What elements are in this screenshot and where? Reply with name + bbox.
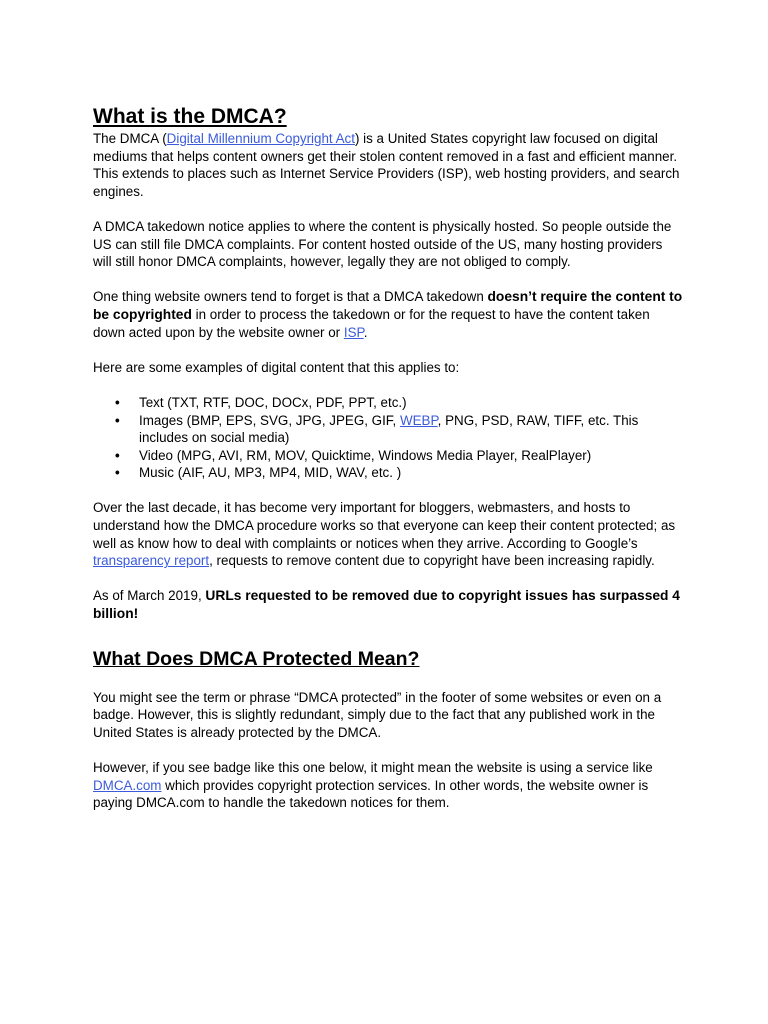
paragraph-dmca-badge bbox=[93, 759, 683, 812]
paragraph-copyright-not-required bbox=[93, 288, 683, 341]
bullet-icon: • bbox=[115, 465, 120, 481]
heading-what-is-dmca: What is the DMCA? bbox=[93, 105, 287, 128]
document-page bbox=[93, 104, 683, 829]
bold-text: URLs requested to be removed due to copyright issues has surpassed 4 billion! bbox=[93, 588, 680, 622]
bullet-icon: • bbox=[115, 394, 120, 410]
text-segment: ) is a United States copyright law focused on digital mediums that helps content owners get their stolen content removed in a fast and efficient manner. This extends to places such as Internet Service Providers (ISP), web hosting providers, and search engines. bbox=[93, 131, 680, 199]
list-item-label: , PNG, PSD, RAW, TIFF, etc. This includes on social media) bbox=[139, 412, 639, 446]
text-segment: As of March 2019, bbox=[93, 588, 206, 604]
text-segment: in order to process the takedown or for the request to have the content taken down acted upon by the website owner or bbox=[93, 306, 650, 340]
paragraph-examples-intro: Here are some examples of digital content that this applies to: bbox=[93, 359, 460, 375]
paragraph-dmca-definition bbox=[93, 130, 683, 200]
bold-text: doesn’t require the content to be copyrighted bbox=[93, 289, 683, 322]
paragraph-last-decade bbox=[93, 499, 683, 569]
paragraph-dmca-protected-phrase: You might see the term or phrase “DMCA protected” in the footer of some websites or even on a badge. However, this is slightly redundant, simply due to the fact that any published work in the United States is already protected by the DMCA. bbox=[93, 689, 662, 740]
text-segment: One thing website owners tend to forget is that a DMCA takedown bbox=[93, 289, 488, 305]
heading-dmca-protected: What Does DMCA Protected Mean? bbox=[93, 647, 420, 670]
text-segment: , requests to remove content due to copyright have been increasing rapidly. bbox=[209, 553, 655, 569]
bullet-icon: • bbox=[115, 447, 120, 463]
bullet-icon: • bbox=[115, 412, 120, 428]
list-item-label: Text (TXT, RTF, DOC, DOCx, PDF, PPT, etc.) bbox=[139, 394, 407, 410]
list-item-text bbox=[115, 394, 683, 412]
text-segment: which provides copyright protection services. In other words, the website owner is paying DMCA.com to handle the takedown notices for them. bbox=[93, 777, 649, 811]
text-segment: Over the last decade, it has become very important for bloggers, webmasters, and hosts to understand how the DMCA procedure works so that everyone can keep their content protected; as well as know how to deal with complaints or notices when they arrive. According to Google’s bbox=[93, 500, 676, 551]
content-types-list bbox=[93, 394, 683, 482]
paragraph-march-2019 bbox=[93, 587, 683, 622]
list-item-music bbox=[115, 464, 683, 482]
paragraph-takedown-notice: A DMCA takedown notice applies to where the content is physically hosted. So people outside the US can still file DMCA complaints. For content hosted outside of the US, many hosting providers will still honor DMCA complaints, however, legally they are not obliged to comply. bbox=[93, 218, 672, 270]
text-segment: . bbox=[363, 324, 368, 340]
list-item-label: Video (MPG, AVI, RM, MOV, Quicktime, Windows Media Player, RealPlayer) bbox=[139, 447, 592, 463]
link-transparency-report[interactable]: transparency report bbox=[93, 553, 210, 569]
list-item-label: Music (AIF, AU, MP3, MP4, MID, WAV, etc. ) bbox=[139, 465, 402, 481]
list-item-images bbox=[115, 412, 683, 447]
link-webp[interactable]: WEBP bbox=[399, 412, 438, 428]
link-dmca-com[interactable]: DMCA.com bbox=[93, 777, 162, 793]
text-segment: However, if you see badge like this one below, it might mean the website is using a service like bbox=[93, 760, 653, 775]
link-digital-millennium-copyright-act[interactable]: Digital Millennium Copyright Act bbox=[166, 131, 355, 146]
list-item-label: Images (BMP, EPS, SVG, JPG, JPEG, GIF, bbox=[139, 412, 400, 428]
list-item-video bbox=[115, 447, 683, 465]
text-segment: The DMCA ( bbox=[93, 131, 167, 146]
link-isp[interactable]: ISP bbox=[343, 324, 364, 340]
